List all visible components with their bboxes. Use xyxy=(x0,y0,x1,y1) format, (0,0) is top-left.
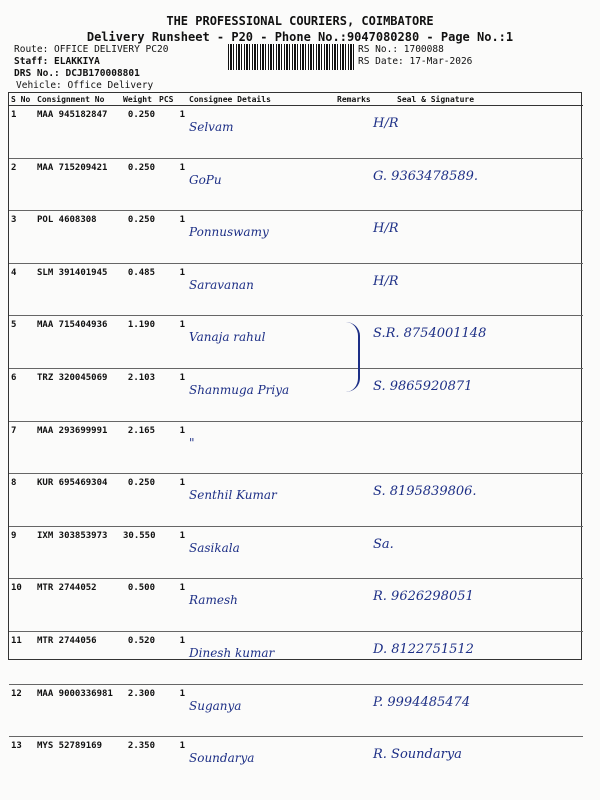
vehicle-label: Vehicle: Office Delivery xyxy=(16,80,154,91)
row-consignment: MTR 2744052 xyxy=(35,579,121,632)
row-signature: R. Soundarya xyxy=(373,747,462,763)
table-row xyxy=(9,106,583,159)
row-remarks xyxy=(335,474,371,527)
table-row xyxy=(9,737,583,789)
row-sno: 10 xyxy=(9,579,35,632)
row-signature: H/R xyxy=(371,211,583,264)
row-pcs: 1 xyxy=(179,741,185,752)
row-pcs: 1 xyxy=(157,368,187,421)
row-signature: P. 9994485474 xyxy=(371,684,583,737)
row-weight: 0.250 xyxy=(121,106,157,159)
row-weight: 30.550 xyxy=(121,526,157,579)
row-consignment: MAA 9000336981 xyxy=(35,684,121,737)
table-row xyxy=(9,316,583,369)
row-signature: H/R xyxy=(371,106,583,159)
row-signature: S. 8195839806. xyxy=(371,474,583,527)
row-remarks xyxy=(335,158,371,211)
row-remarks xyxy=(335,211,371,264)
row-weight: 0.250 xyxy=(121,158,157,211)
row-consignment: TRZ 320045069 xyxy=(35,368,121,421)
row-consignee: Selvam xyxy=(187,106,335,159)
table-row xyxy=(9,631,583,684)
row-remarks xyxy=(335,263,371,316)
row-consignee: Soundarya xyxy=(189,751,255,766)
runsheet-table xyxy=(8,92,582,766)
row-weight: 0.520 xyxy=(121,631,157,684)
table-row xyxy=(9,579,583,632)
row-sno: 4 xyxy=(9,263,35,316)
row-sno: 9 xyxy=(9,526,35,579)
row-signature xyxy=(371,421,583,474)
row-signature: R. 9626298051 xyxy=(371,579,583,632)
row-pcs: 1 xyxy=(157,526,187,579)
table-row xyxy=(9,263,583,316)
header-signature: Seal & Signature xyxy=(371,93,583,106)
row-consignment: POL 4608308 xyxy=(35,211,121,264)
row-weight: 0.500 xyxy=(121,579,157,632)
row-consignee: Shanmuga Priya xyxy=(187,368,335,421)
row-remarks xyxy=(335,106,371,159)
row-remarks xyxy=(335,579,371,632)
row-consignee: Senthil Kumar xyxy=(187,474,335,527)
row-consignee: GoPu xyxy=(187,158,335,211)
row-weight: 2.103 xyxy=(121,368,157,421)
header-weight: Weight xyxy=(121,93,157,106)
row-consignment: MTR 2744056 xyxy=(35,631,121,684)
table-row xyxy=(9,368,583,421)
row-sno: 1 xyxy=(9,106,35,159)
row-signature: G. 9363478589. xyxy=(371,158,583,211)
row-consignment: MAA 715209421 xyxy=(35,158,121,211)
row-remarks xyxy=(335,421,371,474)
row-pcs: 1 xyxy=(157,263,187,316)
row-pcs: 1 xyxy=(157,684,187,737)
runsheet-title: Delivery Runsheet - P20 - Phone No.:9047080280 - Page No.:1 xyxy=(86,30,514,44)
row-signature: S.R. 8754001148 xyxy=(371,316,583,369)
row-consignment: MAA 945182847 xyxy=(35,106,121,159)
row-weight: 2.300 xyxy=(121,684,157,737)
header-remarks: Remarks xyxy=(337,94,371,104)
row-signature: D. 8122751512 xyxy=(371,631,583,684)
row-pcs: 1 xyxy=(157,158,187,211)
staff-label: Staff: ELAKKIYA xyxy=(14,56,100,67)
row-pcs: 1 xyxy=(157,211,187,264)
header-pcs: PCS xyxy=(157,93,187,106)
row-pcs: 1 xyxy=(157,106,187,159)
table-row xyxy=(9,684,583,737)
row-sno: 3 xyxy=(9,211,35,264)
header-consignment: Consignment No xyxy=(35,93,121,106)
row-remarks xyxy=(335,684,371,737)
row-consignment: KUR 695469304 xyxy=(35,474,121,527)
table-row xyxy=(9,158,583,211)
row-consignment: MYS 52789169 xyxy=(37,741,103,752)
table-row xyxy=(9,526,583,579)
row-consignee: Ramesh xyxy=(187,579,335,632)
row-signature: Sa. xyxy=(371,526,583,579)
row-sno: 13 xyxy=(11,741,22,752)
row-weight: 0.485 xyxy=(121,263,157,316)
row-consignment: SLM 391401945 xyxy=(35,263,121,316)
header-consignee: Consignee Details xyxy=(187,93,335,106)
row-consignee: " xyxy=(187,421,335,474)
row-remarks xyxy=(335,526,371,579)
row-signature: H/R xyxy=(371,263,583,316)
row-consignment: MAA 293699991 xyxy=(35,421,121,474)
row-pcs: 1 xyxy=(157,474,187,527)
row-weight: 1.190 xyxy=(121,316,157,369)
row-weight: 2.165 xyxy=(121,421,157,474)
row-remarks xyxy=(335,631,371,684)
row-consignee: Vanaja rahul xyxy=(187,316,335,369)
route-label: Route: OFFICE DELIVERY PC20 xyxy=(14,44,169,55)
row-pcs: 1 xyxy=(157,421,187,474)
row-sno: 12 xyxy=(9,684,35,737)
row-consignee: Suganya xyxy=(187,684,335,737)
table-row xyxy=(9,474,583,527)
row-sno: 6 xyxy=(9,368,35,421)
table-header-row xyxy=(9,93,583,106)
table-row xyxy=(9,211,583,264)
row-signature: S. 9865920871 xyxy=(371,368,583,421)
row-consignee: Sasikala xyxy=(187,526,335,579)
row-remarks xyxy=(335,737,371,789)
row-pcs: 1 xyxy=(157,579,187,632)
row-weight: 0.250 xyxy=(121,474,157,527)
row-sno: 11 xyxy=(9,631,35,684)
table-row xyxy=(9,421,583,474)
row-consignee: Saravanan xyxy=(187,263,335,316)
row-sno: 5 xyxy=(9,316,35,369)
row-pcs: 1 xyxy=(157,316,187,369)
row-consignee: Ponnuswamy xyxy=(187,211,335,264)
ditto-bracket-mark xyxy=(336,322,360,392)
header-sno: S No xyxy=(9,93,35,106)
rs-number: RS No.: 1700088 xyxy=(358,44,444,55)
row-pcs: 1 xyxy=(157,631,187,684)
row-consignee: Dinesh kumar xyxy=(187,631,335,684)
row-sno: 2 xyxy=(9,158,35,211)
row-weight: 2.350 xyxy=(127,741,155,752)
row-weight: 0.250 xyxy=(121,211,157,264)
row-consignment: IXM 303853973 xyxy=(35,526,121,579)
drs-number: DRS No.: DCJB170008801 xyxy=(14,68,140,79)
barcode-image xyxy=(228,44,356,70)
company-name: THE PROFESSIONAL COURIERS, COIMBATORE xyxy=(166,14,434,28)
rs-date: RS Date: 17-Mar-2026 xyxy=(358,56,473,67)
row-consignment: MAA 715404936 xyxy=(35,316,121,369)
row-sno: 7 xyxy=(9,421,35,474)
row-sno: 8 xyxy=(9,474,35,527)
